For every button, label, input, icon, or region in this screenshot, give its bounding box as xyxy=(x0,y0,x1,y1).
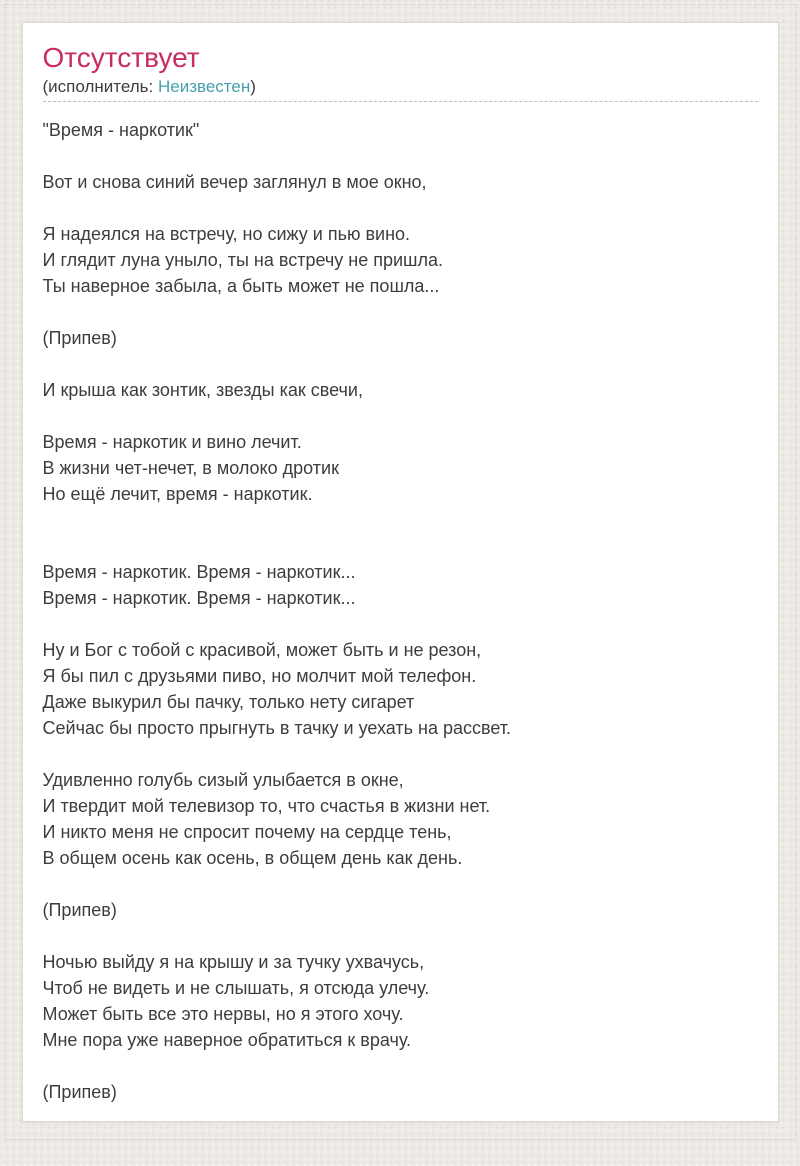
header xyxy=(43,43,758,102)
lyric-line: Я надеялся на встречу, но сижу и пью вино. xyxy=(43,221,758,247)
lyric-line: В жизни чет-нечет, в молоко дротик xyxy=(43,455,758,481)
artist-line xyxy=(43,77,758,97)
lyric-line: Удивленно голубь сизый улыбается в окне, xyxy=(43,767,758,793)
lyric-line xyxy=(43,195,758,221)
lyric-line: (Припев) xyxy=(43,325,758,351)
lyric-line xyxy=(43,143,758,169)
lyric-line xyxy=(43,299,758,325)
lyric-line xyxy=(43,533,758,559)
lyrics-card xyxy=(22,22,779,1122)
lyric-line: Время - наркотик и вино лечит. xyxy=(43,429,758,455)
lyric-line: Даже выкурил бы пачку, только нету сигарет xyxy=(43,689,758,715)
lyric-line: И твердит мой телевизор то, что счастья в жизни нет. xyxy=(43,793,758,819)
lyric-line: Ну и Бог с тобой с красивой, может быть и не резон, xyxy=(43,637,758,663)
lyric-line: Вот и снова синий вечер заглянул в мое окно, xyxy=(43,169,758,195)
lyric-line: Ночью выйду я на крышу и за тучку ухвачусь, xyxy=(43,949,758,975)
lyric-line xyxy=(43,741,758,767)
lyric-line xyxy=(43,1053,758,1079)
lyric-line: (Припев) xyxy=(43,1079,758,1105)
lyric-line: Сейчас бы просто прыгнуть в тачку и уехать на рассвет. xyxy=(43,715,758,741)
lyric-line: Время - наркотик. Время - наркотик... xyxy=(43,585,758,611)
lyric-line: И никто меня не спросит почему на сердце тень, xyxy=(43,819,758,845)
artist-label: (исполнитель: xyxy=(43,77,158,96)
lyric-line: Чтоб не видеть и не слышать, я отсюда улечу. xyxy=(43,975,758,1001)
lyrics-text xyxy=(43,117,758,1105)
lyric-line xyxy=(43,403,758,429)
lyric-line: Но ещё лечит, время - наркотик. xyxy=(43,481,758,507)
lyric-line: Мне пора уже наверное обратиться к врачу. xyxy=(43,1027,758,1053)
lyric-line: Ты наверное забыла, а быть может не пошла... xyxy=(43,273,758,299)
artist-link[interactable]: Неизвестен xyxy=(158,77,250,96)
lyric-line: И глядит луна уныло, ты на встречу не пришла. xyxy=(43,247,758,273)
lyric-line xyxy=(43,507,758,533)
lyric-line xyxy=(43,351,758,377)
lyric-line: Может быть все это нервы, но я этого хочу. xyxy=(43,1001,758,1027)
artist-label-suffix: ) xyxy=(250,77,256,96)
track-title: Отсутствует xyxy=(43,43,758,74)
lyric-line: Я бы пил с друзьями пиво, но молчит мой телефон. xyxy=(43,663,758,689)
lyric-line: "Время - наркотик" xyxy=(43,117,758,143)
lyric-line: В общем осень как осень, в общем день как день. xyxy=(43,845,758,871)
lyric-line: Время - наркотик. Время - наркотик... xyxy=(43,559,758,585)
lyric-line xyxy=(43,871,758,897)
lyric-line xyxy=(43,611,758,637)
lyric-line: (Припев) xyxy=(43,897,758,923)
lyric-line xyxy=(43,923,758,949)
lyric-line: И крыша как зонтик, звезды как свечи, xyxy=(43,377,758,403)
